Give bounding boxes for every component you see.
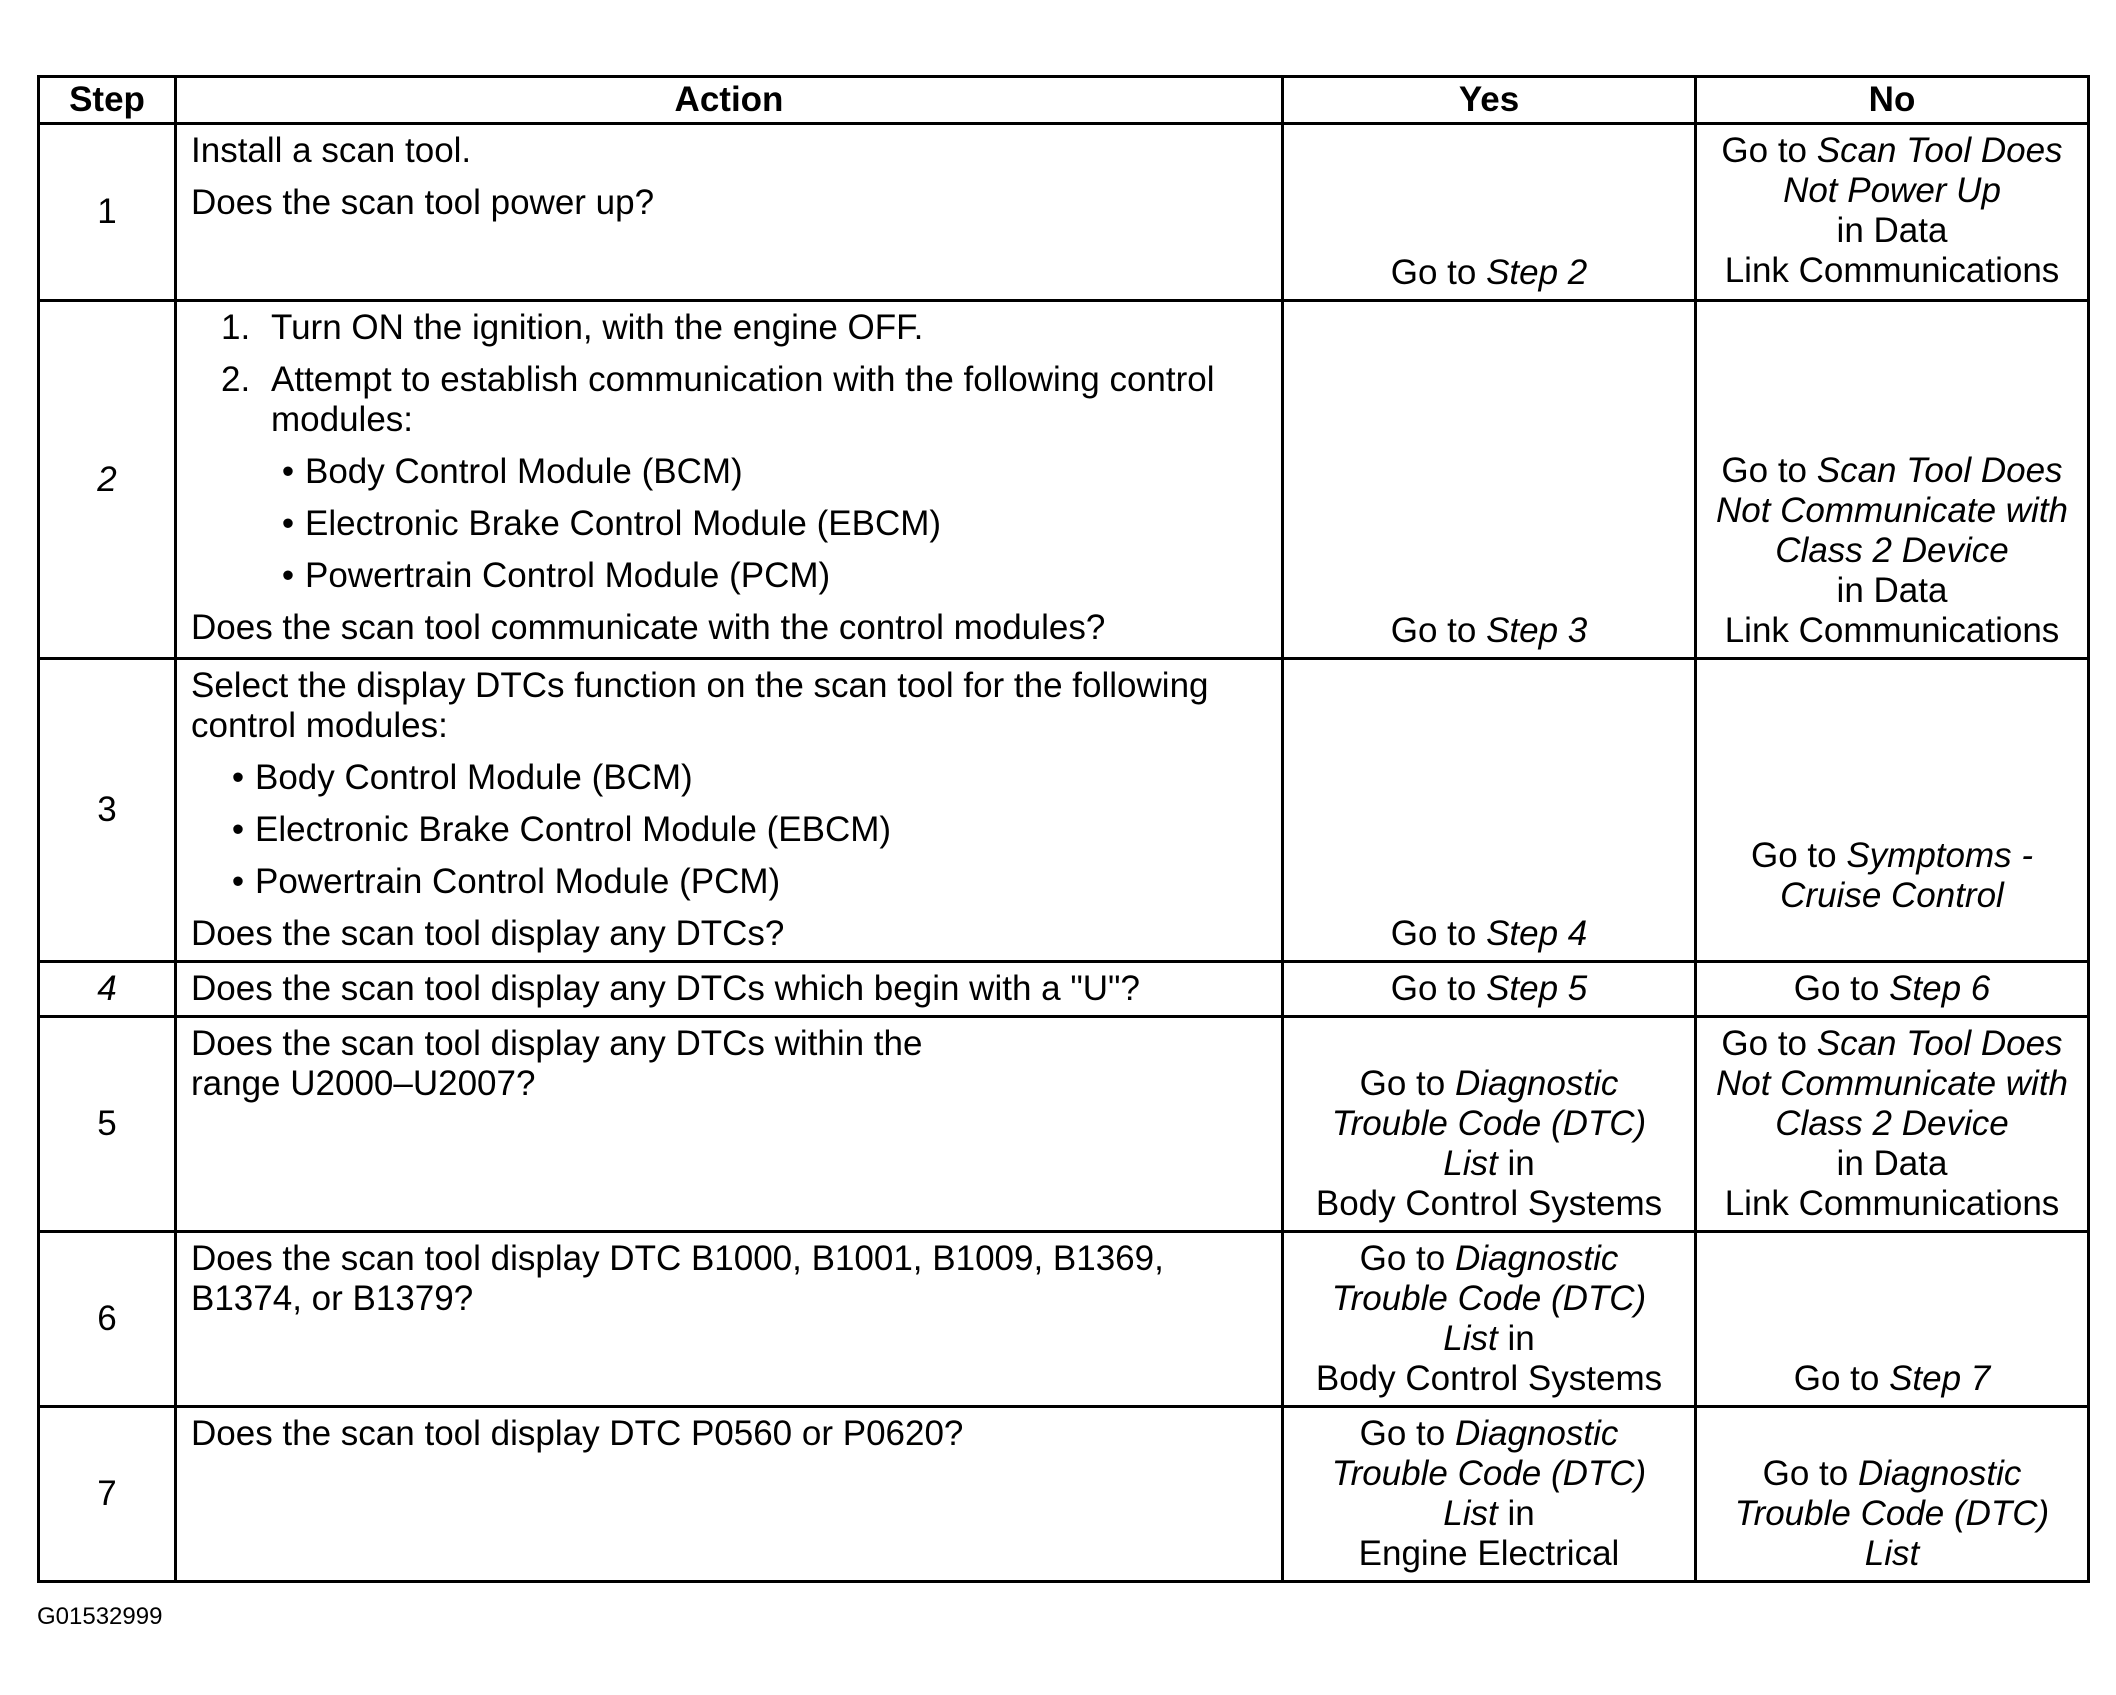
no-line-4: in Data xyxy=(1836,571,1948,610)
header-no: No xyxy=(1696,77,2089,124)
module-bullet-list xyxy=(221,452,1267,596)
reference-link[interactable]: Symptoms - xyxy=(1846,836,2034,875)
table-row-step-2 xyxy=(39,301,2089,659)
yes-line-3 xyxy=(1288,1144,1690,1184)
yes-line xyxy=(1288,914,1690,954)
no-cell xyxy=(1696,124,2089,301)
yes-cell xyxy=(1283,1017,1696,1232)
step-link[interactable]: Step 4 xyxy=(1486,914,1588,953)
reference-link-cont[interactable]: Trouble Code (DTC) xyxy=(1734,1494,2050,1533)
step-number: 3 xyxy=(39,659,176,962)
no-cell xyxy=(1696,659,2089,962)
yes-line-1 xyxy=(1288,1064,1690,1104)
item-text: Turn ON the ignition, with the engine OFF. xyxy=(271,308,924,347)
figure-id: G01532999 xyxy=(37,1603,163,1630)
bullet-glyph: • xyxy=(281,556,295,595)
bullet-glyph: • xyxy=(231,758,245,797)
no-prefix: Go to xyxy=(1793,1359,1890,1398)
no-line-5: Link Communications xyxy=(1724,1184,2060,1223)
list-item xyxy=(221,308,1267,348)
yes-prefix: Go to xyxy=(1390,969,1487,1008)
header-action: Action xyxy=(176,77,1283,124)
bullet-text: Powertrain Control Module (PCM) xyxy=(255,862,781,901)
yes-line-4: Body Control Systems xyxy=(1315,1184,1663,1223)
table-row-step-7 xyxy=(39,1407,2089,1582)
action-question: Does the scan tool power up? xyxy=(191,183,655,222)
no-line xyxy=(1701,1359,2083,1399)
action-question: Does the scan tool communicate with the control modules? xyxy=(191,608,1106,647)
yes-suffix: in xyxy=(1497,1494,1535,1533)
no-cell xyxy=(1696,301,2089,659)
item-text: Attempt to establish communication with the following control modules: xyxy=(271,360,1215,439)
step-link[interactable]: Step 7 xyxy=(1889,1359,1991,1398)
action-cell xyxy=(176,1407,1283,1582)
action-cell xyxy=(176,962,1283,1017)
yes-prefix: Go to xyxy=(1359,1414,1455,1453)
action-question-cont: B1374, or B1379? xyxy=(191,1279,474,1318)
reference-link-cont[interactable]: Trouble Code (DTC) xyxy=(1331,1104,1647,1143)
reference-link-cont[interactable]: Not Communicate with xyxy=(1715,1064,2069,1103)
no-line-3: in Data xyxy=(1836,211,1948,250)
bullet-glyph: • xyxy=(281,452,295,491)
yes-prefix: Go to xyxy=(1359,1064,1455,1103)
action-question: Does the scan tool display DTC B1000, B1001, B1009, B1369, xyxy=(191,1239,1164,1278)
reference-link[interactable]: Diagnostic xyxy=(1454,1064,1619,1103)
yes-line xyxy=(1288,969,1690,1009)
bullet-item xyxy=(221,810,1267,850)
step-link[interactable]: Step 2 xyxy=(1486,253,1588,292)
yes-cell xyxy=(1283,962,1696,1017)
yes-cell xyxy=(1283,124,1696,301)
table-row-step-4 xyxy=(39,962,2089,1017)
bullet-text: Body Control Module (BCM) xyxy=(305,452,743,491)
bullet-item xyxy=(271,556,1267,596)
yes-prefix: Go to xyxy=(1390,611,1487,650)
step-number: 7 xyxy=(39,1407,176,1582)
item-number: 2. xyxy=(221,360,251,399)
reference-link-cont[interactable]: Class 2 Device xyxy=(1775,1104,2009,1143)
yes-suffix: in xyxy=(1497,1144,1535,1183)
reference-link[interactable]: Diagnostic xyxy=(1454,1414,1619,1453)
no-line-1 xyxy=(1701,131,2083,171)
bullet-item xyxy=(221,758,1267,798)
no-prefix: Go to xyxy=(1721,131,1817,170)
step-number: 4 xyxy=(39,962,176,1017)
item-number: 1. xyxy=(221,308,251,347)
action-cell xyxy=(176,1232,1283,1407)
action-question: Does the scan tool display any DTCs? xyxy=(191,914,785,953)
no-cell xyxy=(1696,1232,2089,1407)
step-number: 1 xyxy=(39,124,176,301)
diagnostic-table xyxy=(37,75,2090,1583)
step-link[interactable]: Step 5 xyxy=(1486,969,1588,1008)
yes-cell xyxy=(1283,1407,1696,1582)
yes-line-3 xyxy=(1288,1319,1690,1359)
yes-line xyxy=(1288,611,1690,651)
bullet-text: Electronic Brake Control Module (EBCM) xyxy=(305,504,942,543)
no-line-4: in Data xyxy=(1836,1144,1948,1183)
reference-link-cont[interactable]: Class 2 Device xyxy=(1775,531,2009,570)
bullet-glyph: • xyxy=(231,862,245,901)
bullet-glyph: • xyxy=(231,810,245,849)
yes-cell xyxy=(1283,659,1696,962)
reference-link[interactable]: Diagnostic xyxy=(1454,1239,1619,1278)
action-cell xyxy=(176,1017,1283,1232)
step-number: 6 xyxy=(39,1232,176,1407)
bullet-item xyxy=(221,862,1267,902)
reference-link-cont[interactable]: List xyxy=(1443,1144,1498,1183)
no-line-4: Link Communications xyxy=(1724,251,2060,290)
yes-prefix: Go to xyxy=(1390,914,1487,953)
header-yes: Yes xyxy=(1283,77,1696,124)
no-line xyxy=(1701,969,2083,1009)
step-number: 5 xyxy=(39,1017,176,1232)
table-row-step-1 xyxy=(39,124,2089,301)
bullet-text: Electronic Brake Control Module (EBCM) xyxy=(255,810,892,849)
table-row-step-5 xyxy=(39,1017,2089,1232)
reference-link-cont[interactable]: Not Power Up xyxy=(1783,171,2001,210)
no-line-1 xyxy=(1701,1024,2083,1064)
step-number: 2 xyxy=(39,301,176,659)
bullet-text: Body Control Module (BCM) xyxy=(255,758,693,797)
reference-link-cont[interactable]: List xyxy=(1443,1494,1498,1533)
no-prefix: Go to xyxy=(1750,836,1847,875)
action-cell xyxy=(176,124,1283,301)
no-cell xyxy=(1696,1017,2089,1232)
action-question: Does the scan tool display any DTCs within the xyxy=(191,1024,923,1063)
no-line-5: Link Communications xyxy=(1724,611,2060,650)
table-header-row xyxy=(39,77,2089,124)
reference-link-cont[interactable]: Not Communicate with xyxy=(1715,491,2069,530)
no-prefix: Go to xyxy=(1721,1024,1817,1063)
numbered-list xyxy=(191,308,1267,596)
yes-line xyxy=(1288,253,1690,293)
reference-link-cont[interactable]: List xyxy=(1443,1319,1498,1358)
bullet-text: Powertrain Control Module (PCM) xyxy=(305,556,831,595)
action-question: Does the scan tool display DTC P0560 or P0620? xyxy=(191,1414,964,1453)
no-prefix: Go to xyxy=(1762,1454,1858,1493)
reference-link-cont[interactable]: List xyxy=(1864,1534,1920,1573)
reference-link[interactable]: Scan Tool Does xyxy=(1816,1024,2063,1063)
action-question: Does the scan tool display any DTCs which begin with a "U"? xyxy=(191,969,1140,1008)
yes-prefix: Go to xyxy=(1359,1239,1455,1278)
module-bullet-list xyxy=(191,758,1267,902)
table-row-step-6 xyxy=(39,1232,2089,1407)
action-cell xyxy=(176,659,1283,962)
list-item xyxy=(221,360,1267,440)
yes-line-3 xyxy=(1288,1494,1690,1534)
step-link[interactable]: Step 3 xyxy=(1486,611,1588,650)
action-text: Select the display DTCs function on the scan tool for the following control modules: xyxy=(191,666,1209,745)
no-prefix: Go to xyxy=(1721,451,1817,490)
action-question-cont: range U2000–U2007? xyxy=(191,1064,536,1103)
reference-link[interactable]: Scan Tool Does xyxy=(1816,131,2063,170)
reference-link-cont[interactable]: Cruise Control xyxy=(1780,876,2004,915)
yes-cell xyxy=(1283,301,1696,659)
action-cell xyxy=(176,301,1283,659)
no-prefix: Go to xyxy=(1793,969,1890,1008)
no-cell xyxy=(1696,962,2089,1017)
bullet-item xyxy=(271,452,1267,492)
header-step: Step xyxy=(39,77,176,124)
yes-cell xyxy=(1283,1232,1696,1407)
table-row-step-3 xyxy=(39,659,2089,962)
yes-line-1 xyxy=(1288,1414,1690,1454)
bullet-item xyxy=(271,504,1267,544)
yes-line-4: Body Control Systems xyxy=(1315,1359,1663,1398)
reference-link[interactable]: Diagnostic xyxy=(1857,1454,2022,1493)
action-text: Install a scan tool. xyxy=(191,131,472,170)
yes-prefix: Go to xyxy=(1390,253,1487,292)
yes-line-4: Engine Electrical xyxy=(1358,1534,1620,1573)
reference-link-cont[interactable]: Trouble Code (DTC) xyxy=(1331,1279,1647,1318)
no-line-1 xyxy=(1701,836,2083,876)
yes-suffix: in xyxy=(1497,1319,1535,1358)
reference-link-cont[interactable]: Trouble Code (DTC) xyxy=(1331,1454,1647,1493)
reference-link[interactable]: Scan Tool Does xyxy=(1816,451,2063,490)
no-cell xyxy=(1696,1407,2089,1582)
yes-line-1 xyxy=(1288,1239,1690,1279)
no-line-1 xyxy=(1701,451,2083,491)
step-link[interactable]: Step 6 xyxy=(1889,969,1991,1008)
no-line-1 xyxy=(1701,1454,2083,1494)
bullet-glyph: • xyxy=(281,504,295,543)
